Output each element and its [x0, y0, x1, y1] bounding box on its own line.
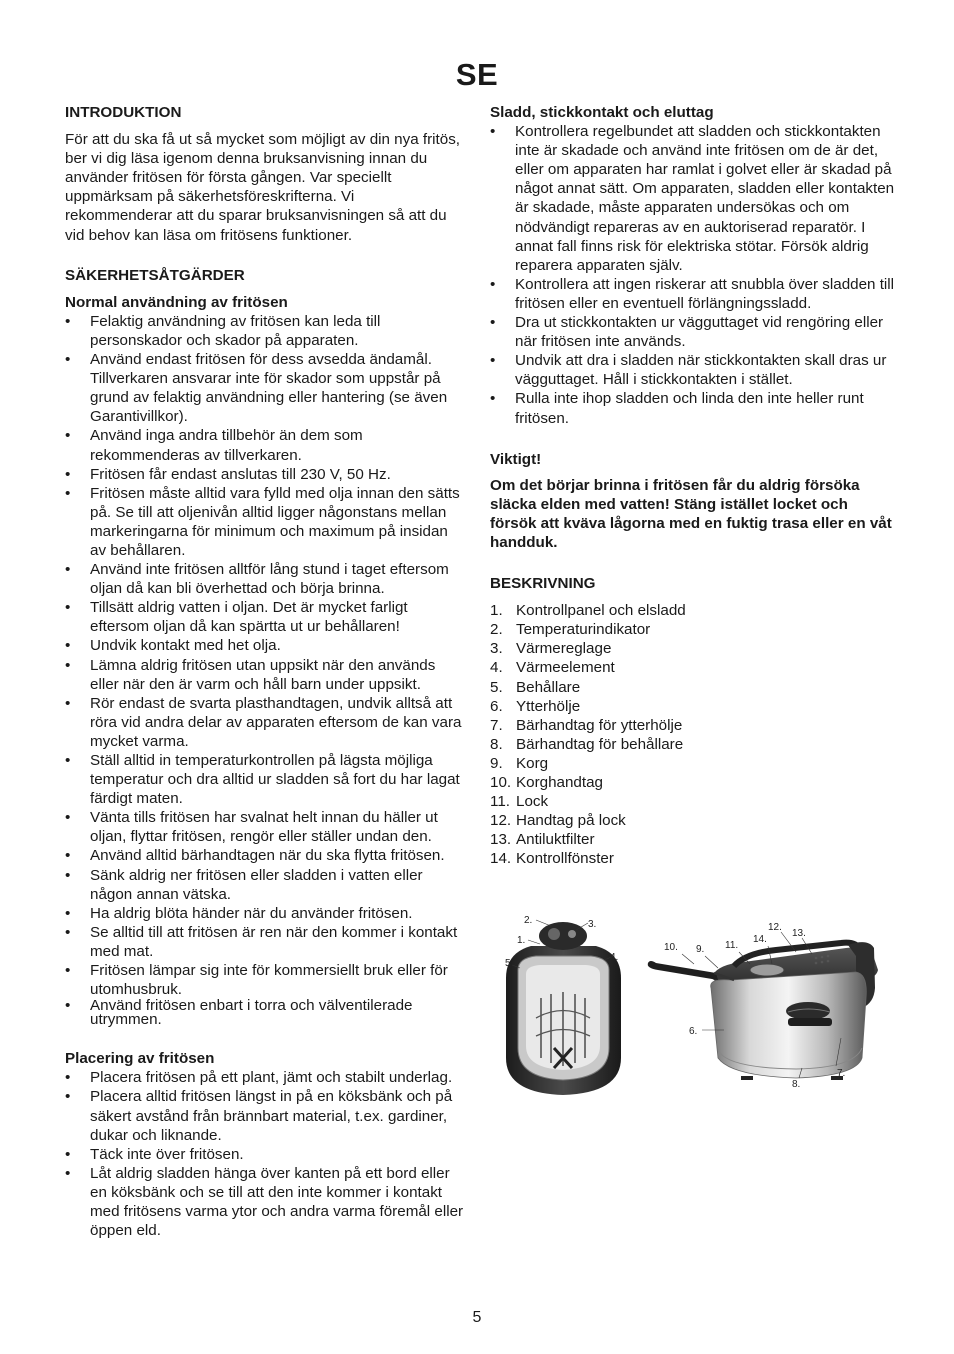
list-item: 13. Antiluktfilter	[490, 831, 595, 849]
callout-label: 9.	[696, 944, 705, 955]
list-item: • Använd fritösen enbart i torra och välventilerade utrymmen.	[65, 999, 465, 1027]
list-item: 11. Lock	[490, 793, 549, 811]
list-item: • Täck inte över fritösen.	[65, 1145, 465, 1164]
list-item: 10. Korghandtag	[490, 774, 603, 791]
callout-label: 5.	[505, 958, 514, 969]
list-item: 6. Ytterhölje	[490, 697, 581, 715]
list-item: 5. Behållare	[490, 678, 581, 696]
callout-label: 14.	[753, 934, 767, 945]
list-item: • Placera fritösen på ett plant, jämt och stabilt underlag.	[65, 1068, 465, 1087]
list-item: 1. Kontrollpanel och elsladd	[490, 602, 686, 620]
fryer-side-view	[648, 932, 878, 1080]
list-item: 3. Värmereglage	[490, 640, 612, 658]
list-item: 4. Värmeelement	[490, 659, 615, 677]
callout-label: 8.	[792, 1079, 801, 1090]
cord-heading: Sladd, stickkontakt och eluttag	[490, 104, 714, 121]
list-item: • Felaktig användning av fritösen kan leda till personskador och skador på apparaten.	[65, 312, 465, 350]
list-item: • Använd inte fritösen alltför lång stund i taget eftersom oljan då kan bli överhettad och börja brinna.	[65, 560, 465, 598]
cord-list	[490, 122, 895, 428]
list-item: • Använd alltid bärhandtagen när du ska flytta fritösen.	[65, 846, 465, 865]
list-item: 7. Bärhandtag för ytterhölje	[490, 716, 683, 734]
list-item: • Vänta tills fritösen har svalnat helt innan du häller ut oljan, flyttar fritösen, rengör eller ställer undan den.	[65, 808, 465, 846]
callout-label: 3.	[588, 919, 597, 930]
important-heading: Viktigt!	[490, 450, 542, 468]
list-item: 14. Kontrollfönster	[490, 850, 614, 868]
callout-label: 10.	[664, 942, 678, 953]
list-item: 8. Bärhandtag för behållare	[490, 735, 684, 753]
list-item: • Tillsätt aldrig vatten i oljan. Det är mycket farligt eftersom oljan då kan spärtta ut ur behållaren!	[65, 598, 465, 636]
list-item: • Rör endast de svarta plasthandtagen, undvik alltså att röra vid andra delar av apparaten eftersom de kan vara mycket varma.	[65, 694, 465, 751]
intro-heading: INTRODUKTION	[65, 104, 182, 121]
list-item: • Kontrollera regelbundet att sladden och stickkontakten inte är skadade och använd inte fritösen om de är det, eller om apparaten har ramlat i golvet eller är skadad på något annat sätt. Om apparaten, sladden eller kontakten är skadade, måste apparaten undersökas och om nödvändigt repareras av en auktoriserad reparatör. I annat fall finns risk för elektriska stötar. Försök aldrig reparera apparaten själv.	[490, 122, 895, 275]
list-item: • Sänk aldrig ner fritösen eller sladden i vatten eller någon annan vätska.	[65, 866, 465, 904]
list-item: • Lämna aldrig fritösen utan uppsikt när den används eller när den är varm och håll barn under uppsikt.	[65, 656, 465, 694]
callout-label: 6.	[689, 1026, 698, 1037]
placement-heading: Placering av fritösen	[65, 1050, 215, 1068]
callout-label: 13.	[792, 928, 806, 939]
list-item: • Undvik kontakt med het olja.	[65, 636, 465, 655]
list-item: • Kontrollera att ingen riskerar att snubbla över sladden till fritösen eller en eventuell förlängningssladd.	[490, 275, 895, 313]
list-item: • Använd endast fritösen för dess avsedda ändamål. Tillverkaren ansvarar inte för skador som uppstår på grund av felaktig användning eller hantering (se även Garantivillkor).	[65, 350, 465, 426]
important-text: Om det börjar brinna i fritösen får du aldrig försöka släcka elden med vatten! Stäng istället locket och försök att kväva lågorna med en fuktig trasa eller en våt handduk.	[490, 476, 892, 551]
callout-label: 11.	[725, 940, 739, 951]
fryer-illustration	[496, 908, 896, 1098]
page-language-title: SE	[455, 57, 499, 92]
fryer-top-view	[506, 920, 621, 1095]
list-item: 2. Temperaturindikator	[490, 621, 651, 639]
list-item: • Se alltid till att fritösen är ren när den kommer i kontakt med mat.	[65, 923, 465, 961]
list-item: 12. Handtag på lock	[490, 812, 626, 830]
placement-list	[65, 1068, 465, 1240]
list-item: • Rulla inte ihop sladden och linda den inte heller runt fritösen.	[490, 389, 895, 427]
list-item: • Låt aldrig sladden hänga över kanten på ett bord eller en köksbänk och se till att den inte kommer i kontakt med fritösens varma ytor och andra varma föremål eller öppen eld.	[65, 1164, 465, 1240]
list-item: • Fritösen lämpar sig inte för kommersiellt bruk eller för utomhusbruk.	[65, 961, 465, 999]
left-column	[65, 103, 465, 1240]
safety-heading: SÄKERHETSÅTGÄRDER	[65, 266, 245, 284]
list-item: • Undvik att dra i sladden när stickkontakten skall dras ur vägguttaget. Håll i stickkontakten i stället.	[490, 351, 895, 389]
normal-use-heading: Normal användning av fritösen	[65, 293, 288, 311]
list-item: • Dra ut stickkontakten ur vägguttaget vid rengöring eller när fritösen inte används.	[490, 313, 895, 351]
normal-use-list	[65, 312, 465, 1027]
list-item: • Ha aldrig blöta händer när du använder fritösen.	[65, 904, 465, 923]
callout-label: 2.	[524, 915, 533, 926]
callout-label: 4.	[610, 952, 619, 963]
list-item: • Använd inga andra tillbehör än dem som rekommenderas av tillverkaren.	[65, 426, 465, 464]
list-item: • Ställ alltid in temperaturkontrollen på lägsta möjliga temperatur och dra alltid ur sladden så fort du har lagat färdigt maten.	[65, 751, 465, 808]
callout-label: 1.	[517, 935, 526, 946]
callout-label: 7.	[837, 1068, 846, 1079]
description-list	[490, 601, 895, 868]
list-item: • Fritösen måste alltid vara fylld med olja innan den sätts på. Se till att oljenivån alltid ligger någonstans mellan markeringarna för minimum och maximum på insidan av behållaren.	[65, 484, 465, 560]
right-column	[490, 103, 895, 868]
list-item: 9. Korg	[490, 754, 549, 772]
description-heading: BESKRIVNING	[490, 575, 596, 593]
list-item: • Placera alltid fritösen längst in på en köksbänk och på säkert avstånd från brännbart material, t.ex. gardiner, dukar och liknande.	[65, 1087, 465, 1144]
list-item: • Fritösen får endast anslutas till 230 V, 50 Hz.	[65, 465, 465, 484]
intro-text: För att du ska få ut så mycket som möjligt av din nya fritös, ber vi dig läsa igenom denna bruksanvisning innan du använder fritösen för första gången. Var speciellt uppmärksam på säkerhetsföreskrifterna. Vi rekommenderar att du sparar bruksanvisningen så att du vid behov kan läsa om fritösens funktioner.	[65, 131, 461, 244]
page-number: 5	[472, 1309, 482, 1326]
callout-label: 12.	[768, 922, 782, 933]
